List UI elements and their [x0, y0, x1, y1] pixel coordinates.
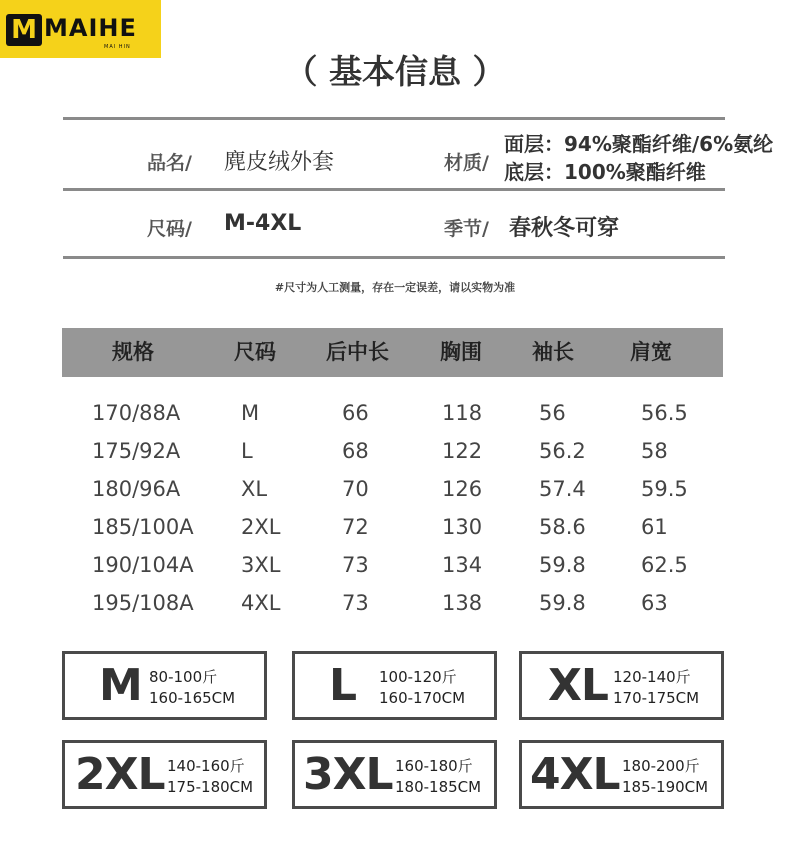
cell-sleeve: 56	[539, 401, 566, 425]
size-label: 尺码/	[147, 218, 192, 240]
size-guide-card	[519, 740, 724, 809]
size-guide-card	[292, 651, 497, 720]
product-name-label: 品名/	[147, 152, 192, 174]
cell-sleeve: 57.4	[539, 477, 586, 501]
size-guide-card	[62, 651, 267, 720]
header-shoulder: 肩宽	[630, 340, 672, 364]
product-name-value: 麂皮绒外套	[224, 150, 335, 175]
size-guide-size: 3XL	[303, 749, 393, 800]
size-table-header	[62, 328, 723, 377]
cell-length: 68	[342, 439, 369, 463]
logo-name: MAIHE	[44, 14, 137, 42]
size-guide-weight: 100-120斤	[379, 668, 457, 686]
season-value: 春秋冬可穿	[509, 216, 620, 241]
header-chest: 胸围	[440, 340, 482, 364]
header-sleeve: 袖长	[532, 340, 574, 364]
cell-sleeve: 59.8	[539, 553, 586, 577]
size-guide-height: 175-180CM	[167, 778, 254, 796]
size-guide-card	[292, 740, 497, 809]
size-guide-height: 180-185CM	[395, 778, 482, 796]
cell-chest: 134	[442, 553, 483, 577]
size-guide-weight: 120-140斤	[613, 668, 691, 686]
cell-chest: 122	[442, 439, 483, 463]
cell-size: 3XL	[241, 553, 281, 577]
divider-middle	[63, 188, 725, 191]
cell-spec: 195/108A	[92, 591, 194, 615]
cell-spec: 185/100A	[92, 515, 194, 539]
size-guide-height: 160-165CM	[149, 689, 236, 707]
size-guide-size: XL	[548, 660, 608, 711]
material-line-1: 面层：94%聚酯纤维/6%氨纶	[504, 132, 774, 156]
cell-chest: 138	[442, 591, 483, 615]
size-guide-size: 4XL	[530, 749, 620, 800]
size-guide-weight: 140-160斤	[167, 757, 245, 775]
size-guide-weight: 180-200斤	[622, 757, 700, 775]
cell-spec: 190/104A	[92, 553, 194, 577]
cell-length: 73	[342, 553, 369, 577]
cell-length: 66	[342, 401, 369, 425]
logo-mark: M	[6, 14, 42, 46]
cell-spec: 170/88A	[92, 401, 181, 425]
measurement-note: #尺寸为人工测量，存在一定误差，请以实物为准	[274, 281, 516, 294]
cell-sleeve: 59.8	[539, 591, 586, 615]
header-length: 后中长	[326, 340, 389, 364]
cell-shoulder: 56.5	[641, 401, 688, 425]
size-guide-weight: 80-100斤	[149, 668, 218, 686]
cell-shoulder: 59.5	[641, 477, 688, 501]
cell-shoulder: 63	[641, 591, 668, 615]
cell-length: 73	[342, 591, 369, 615]
cell-size: 2XL	[241, 515, 281, 539]
size-guide-size: M	[99, 660, 142, 711]
cell-chest: 118	[442, 401, 483, 425]
cell-size: XL	[241, 477, 268, 501]
material-label: 材质/	[444, 152, 489, 174]
cell-length: 70	[342, 477, 369, 501]
cell-sleeve: 56.2	[539, 439, 586, 463]
divider-bottom	[63, 256, 725, 259]
page-title: （ 基本信息 ）	[284, 52, 506, 91]
divider-top	[63, 117, 725, 120]
season-label: 季节/	[444, 218, 489, 240]
cell-length: 72	[342, 515, 369, 539]
cell-chest: 130	[442, 515, 483, 539]
header-spec: 规格	[112, 340, 154, 364]
cell-spec: 180/96A	[92, 477, 181, 501]
cell-shoulder: 61	[641, 515, 668, 539]
size-guide-size: L	[329, 660, 357, 711]
size-value: M-4XL	[224, 211, 302, 236]
size-guide-card	[519, 651, 724, 720]
cell-sleeve: 58.6	[539, 515, 586, 539]
size-guide-height: 185-190CM	[622, 778, 709, 796]
size-guide-height: 160-170CM	[379, 689, 466, 707]
header-size: 尺码	[234, 340, 276, 364]
material-line-2: 底层：100%聚酯纤维	[504, 160, 706, 184]
size-guide-size: 2XL	[75, 749, 165, 800]
cell-chest: 126	[442, 477, 483, 501]
logo-subtext: MAI HIN	[104, 44, 131, 50]
cell-shoulder: 62.5	[641, 553, 688, 577]
cell-size: M	[241, 401, 260, 425]
cell-size: L	[241, 439, 253, 463]
cell-shoulder: 58	[641, 439, 668, 463]
cell-spec: 175/92A	[92, 439, 181, 463]
cell-size: 4XL	[241, 591, 281, 615]
size-guide-weight: 160-180斤	[395, 757, 473, 775]
size-guide-height: 170-175CM	[613, 689, 700, 707]
size-guide-card	[62, 740, 267, 809]
